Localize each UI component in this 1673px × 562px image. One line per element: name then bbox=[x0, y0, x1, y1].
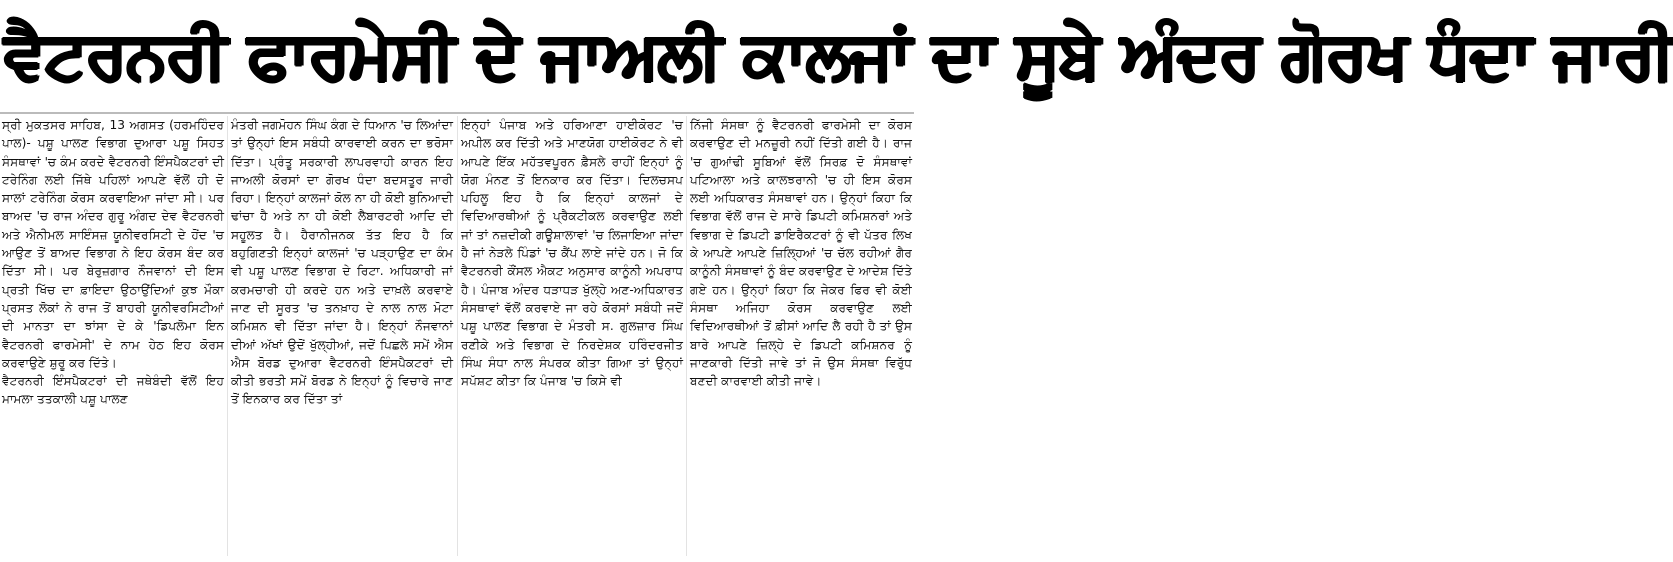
column-divider bbox=[457, 116, 458, 556]
column-3-paragraph-1: ਇਨ੍ਹਾਂ ਪੰਜਾਬ ਅਤੇ ਹਰਿਆਣਾ ਹਾਈਕੋਰਟ 'ਚ ਅਪੀਲ ਕਰ ਦਿੱਤੀ ਅਤੇ ਮਾਣਯੋਗ ਹਾਈਕੋਰਟ ਨੇ ਵੀ ਆਪਣੇ ਇੱਕ ਮਹੱਤਵਪੂਰਨ ਫ਼ੈਸਲੇ ਰਾਹੀਂ ਇਨ੍ਹਾਂ ਨੂੰ ਯੋਗ ਮੰਨਣ ਤੋਂ ਇਨਕਾਰ ਕਰ ਦਿੱਤਾ। ਦਿਲਚਸਪ ਪਹਿਲੂ ਇਹ ਹੈ ਕਿ ਇਨ੍ਹਾਂ ਕਾਲਜਾਂ ਦੇ ਵਿਦਿਆਰਥੀਆਂ ਨੂੰ ਪ੍ਰੈਕਟੀਕਲ ਕਰਵਾਉਣ ਲਈ ਜਾਂ ਤਾਂ ਨਜ਼ਦੀਕੀ ਗਊਸ਼ਾਲਾਵਾਂ 'ਚ ਲਿਜਾਇਆ ਜਾਂਦਾ ਹੈ ਜਾਂ ਨੇੜਲੇ ਪਿੰਡਾਂ 'ਚ ਕੈਂਪ ਲਾਏ ਜਾਂਦੇ ਹਨ। ਜੋ ਕਿ ਵੈਟਰਨਰੀ ਕੌਂਸਲ ਐਕਟ ਅਨੁਸਾਰ ਕਾਨੂੰਨੀ ਅਪਰਾਧ ਹੈ। ਪੰਜਾਬ ਅੰਦਰ ਧੜਾਧੜ ਖੁੱਲ੍ਹੇ ਅਣ-ਅਧਿਕਾਰਤ ਸੰਸਥਾਵਾਂ ਵੱਲੋਂ ਕਰਵਾਏ ਜਾ ਰਹੇ ਕੋਰਸਾਂ ਸਬੰਧੀ ਜਦੋਂ ਪਸ਼ੂ ਪਾਲਣ ਵਿਭਾਗ ਦੇ ਮੰਤਰੀ ਸ. ਗੁਲਜ਼ਾਰ ਸਿੰਘ ਰਣੀਕੇ ਅਤੇ ਵਿਭਾਗ ਦੇ ਨਿਰਦੇਸ਼ਕ ਹਰਿੰਦਰਜੀਤ ਸਿੰਘ ਸੰਧਾ ਨਾਲ ਸੰਪਰਕ ਕੀਤਾ ਗਿਆ ਤਾਂ ਉਨ੍ਹਾਂ ਸਪੱਸ਼ਟ ਕੀਤਾ ਕਿ ਪੰਜਾਬ 'ਚ ਕਿਸੇ ਵੀ bbox=[461, 118, 683, 389]
article-column-1 bbox=[2, 116, 224, 560]
article-column-3 bbox=[461, 116, 683, 560]
column-divider bbox=[227, 116, 228, 556]
column-1-paragraph-2: ਵੈਟਰਨਰੀ ਇੰਸਪੈਕਟਰਾਂ ਦੀ ਜਥੇਬੰਦੀ ਵੱਲੋਂ ਇਹ ਮਾਮਲਾ ਤਤਕਾਲੀ ਪਸ਼ੂ ਪਾਲਣ bbox=[2, 374, 224, 407]
column-4-paragraph-1: ਨਿੱਜੀ ਸੰਸਥਾ ਨੂੰ ਵੈਟਰਨਰੀ ਫਾਰਮੇਸੀ ਦਾ ਕੋਰਸ ਕਰਵਾਉਣ ਦੀ ਮਨਜ਼ੂਰੀ ਨਹੀਂ ਦਿੱਤੀ ਗਈ ਹੈ। ਰਾਜ 'ਚ ਗੁਆਂਢੀ ਸੂਬਿਆਂ ਵੱਲੋਂ ਸਿਰਫ਼ ਦੋ ਸੰਸਥਾਵਾਂ ਪਟਿਆਲਾ ਅਤੇ ਕਾਲਝਰਾਨੀ 'ਚ ਹੀ ਇਸ ਕੋਰਸ ਲਈ ਅਧਿਕਾਰਤ ਸੰਸਥਾਵਾਂ ਹਨ। ਉਨ੍ਹਾਂ ਕਿਹਾ ਕਿ ਵਿਭਾਗ ਵੱਲੋਂ ਰਾਜ ਦੇ ਸਾਰੇ ਡਿਪਟੀ ਕਮਿਸ਼ਨਰਾਂ ਅਤੇ ਵਿਭਾਗ ਦੇ ਡਿਪਟੀ ਡਾਇਰੈਕਟਰਾਂ ਨੂੰ ਵੀ ਪੱਤਰ ਲਿਖ ਕੇ ਆਪਣੇ ਆਪਣੇ ਜ਼ਿਲ੍ਹਿਆਂ 'ਚ ਚੱਲ ਰਹੀਆਂ ਗੈਰ ਕਾਨੂੰਨੀ ਸੰਸਥਾਵਾਂ ਨੂੰ ਬੰਦ ਕਰਵਾਉਣ ਦੇ ਆਦੇਸ਼ ਦਿੱਤੇ ਗਏ ਹਨ। ਉਨ੍ਹਾਂ ਕਿਹਾ ਕਿ ਜੇਕਰ ਫਿਰ ਵੀ ਕੋਈ ਸੰਸਥਾ ਅਜਿਹਾ ਕੋਰਸ ਕਰਵਾਉਣ ਲਈ ਵਿਦਿਆਰਥੀਆਂ ਤੋਂ ਫ਼ੀਸਾਂ ਆਦਿ ਲੈ ਰਹੀ ਹੈ ਤਾਂ ਉਸ ਬਾਰੇ ਆਪਣੇ ਜ਼ਿਲ੍ਹੇ ਦੇ ਡਿਪਟੀ ਕਮਿਸ਼ਨਰ ਨੂੰ ਜਾਣਕਾਰੀ ਦਿੱਤੀ ਜਾਵੇ ਤਾਂ ਜੋ ਉਸ ਸੰਸਥਾ ਵਿਰੁੱਧ ਬਣਦੀ ਕਾਰਵਾਈ ਕੀਤੀ ਜਾਵੇ। bbox=[690, 118, 912, 389]
article-column-2 bbox=[231, 116, 453, 560]
article-column-4 bbox=[690, 116, 912, 560]
column-2-paragraph-1: ਮੰਤਰੀ ਜਗਮੋਹਨ ਸਿੰਘ ਕੰਗ ਦੇ ਧਿਆਨ 'ਚ ਲਿਆਂਦਾ ਤਾਂ ਉਨ੍ਹਾਂ ਇਸ ਸਬੰਧੀ ਕਾਰਵਾਈ ਕਰਨ ਦਾ ਭਰੋਸਾ ਦਿੱਤਾ। ਪ੍ਰੰਤੂ ਸਰਕਾਰੀ ਲਾਪਰਵਾਹੀ ਕਾਰਨ ਇਹ ਜਾਅਲੀ ਕੋਰਸਾਂ ਦਾ ਗੋਰਖ ਧੰਦਾ ਬਦਸਤੂਰ ਜਾਰੀ ਰਿਹਾ। ਇਨ੍ਹਾਂ ਕਾਲਜਾਂ ਕੋਲ ਨਾ ਹੀ ਕੋਈ ਬੁਨਿਆਦੀ ਢਾਂਚਾ ਹੈ ਅਤੇ ਨਾ ਹੀ ਕੋਈ ਲੈਬਾਰਟਰੀ ਆਦਿ ਦੀ ਸਹੂਲਤ ਹੈ। ਹੈਰਾਨੀਜਨਕ ਤੱਤ ਇਹ ਹੈ ਕਿ ਬਹੁਗਿਣਤੀ ਇਨ੍ਹਾਂ ਕਾਲਜਾਂ 'ਚ ਪੜ੍ਹਾਉਣ ਦਾ ਕੰਮ ਵੀ ਪਸ਼ੂ ਪਾਲਣ ਵਿਭਾਗ ਦੇ ਰਿਟਾ. ਅਧਿਕਾਰੀ ਜਾਂ ਕਰਮਚਾਰੀ ਹੀ ਕਰਦੇ ਹਨ ਅਤੇ ਦਾਖ਼ਲੇ ਕਰਵਾਏ ਜਾਣ ਦੀ ਸੂਰਤ 'ਚ ਤਨਖ਼ਾਹ ਦੇ ਨਾਲ ਨਾਲ ਮੋਟਾ ਕਮਿਸ਼ਨ ਵੀ ਦਿੱਤਾ ਜਾਂਦਾ ਹੈ। ਇਨ੍ਹਾਂ ਨੌਜਵਾਨਾਂ ਦੀਆਂ ਅੱਖਾਂ ਉਦੋਂ ਖੁੱਲ੍ਹੀਆਂ, ਜਦੋਂ ਪਿਛਲੇ ਸਮੇਂ ਐਸ ਐਸ ਬੋਰਡ ਦੁਆਰਾ ਵੈਟਰਨਰੀ ਇੰਸਪੈਕਟਰਾਂ ਦੀ ਕੀਤੀ ਭਰਤੀ ਸਮੇਂ ਬੋਰਡ ਨੇ ਇਨ੍ਹਾਂ ਨੂੰ ਵਿਚਾਰੇ ਜਾਣ ਤੋਂ ਇਨਕਾਰ ਕਰ ਦਿੱਤਾ ਤਾਂ bbox=[231, 118, 453, 407]
headline-divider bbox=[0, 112, 914, 114]
column-1-paragraph-1: ਸ੍ਰੀ ਮੁਕਤਸਰ ਸਾਹਿਬ, 13 ਅਗਸਤ (ਹਰਮਹਿੰਦਰ ਪਾਲ)- ਪਸ਼ੂ ਪਾਲਣ ਵਿਭਾਗ ਦੁਆਰਾ ਪਸ਼ੂ ਸਿਹਤ ਸੰਸਥਾਵਾਂ 'ਚ ਕੰਮ ਕਰਦੇ ਵੈਟਰਨਰੀ ਇੰਸਪੈਕਟਰਾਂ ਦੀ ਟਰੇਨਿੰਗ ਲਈ ਜਿੱਥੇ ਪਹਿਲਾਂ ਆਪਣੇ ਵੱਲੋਂ ਹੀ ਦੋ ਸਾਲਾਂ ਟਰੇਨਿੰਗ ਕੋਰਸ ਕਰਵਾਇਆ ਜਾਂਦਾ ਸੀ। ਪਰ ਬਾਅਦ 'ਚ ਰਾਜ ਅੰਦਰ ਗੁਰੂ ਅੰਗਦ ਦੇਵ ਵੈਟਰਨਰੀ ਅਤੇ ਐਨੀਮਲ ਸਾਇੰਸਜ਼ ਯੂਨੀਵਰਸਿਟੀ ਦੇ ਹੋਂਦ 'ਚ ਆਉਣ ਤੋਂ ਬਾਅਦ ਵਿਭਾਗ ਨੇ ਇਹ ਕੋਰਸ ਬੰਦ ਕਰ ਦਿੱਤਾ ਸੀ। ਪਰ ਬੇਰੁਜ਼ਗਾਰ ਨੌਜਵਾਨਾਂ ਦੀ ਇਸ ਪ੍ਰਤੀ ਖਿੱਚ ਦਾ ਫ਼ਾਇਦਾ ਉਠਾਉਂਦਿਆਂ ਕੁਝ ਮੌਕਾ ਪ੍ਰਸਤ ਲੋਕਾਂ ਨੇ ਰਾਜ ਤੋਂ ਬਾਹਰੀ ਯੂਨੀਵਰਸਿਟੀਆਂ ਦੀ ਮਾਨਤਾ ਦਾ ਝਾਂਸਾ ਦੇ ਕੇ 'ਡਿਪਲੋਮਾ ਇਨ ਵੈਟਰਨਰੀ ਫਾਰਮੇਸੀ' ਦੇ ਨਾਮ ਹੇਠ ਇਹ ਕੋਰਸ ਕਰਵਾਉਣੇ ਸ਼ੁਰੂ ਕਰ ਦਿੱਤੇ। bbox=[2, 118, 224, 370]
column-divider bbox=[686, 116, 687, 556]
headline: ਵੈਟਰਨਰੀ ਫਾਰਮੇਸੀ ਦੇ ਜਾਅਲੀ ਕਾਲਜਾਂ ਦਾ ਸੂਬੇ ਅੰਦਰ ਗੋਰਖ ਧੰਦਾ ਜਾਰੀ bbox=[4, 17, 1673, 94]
